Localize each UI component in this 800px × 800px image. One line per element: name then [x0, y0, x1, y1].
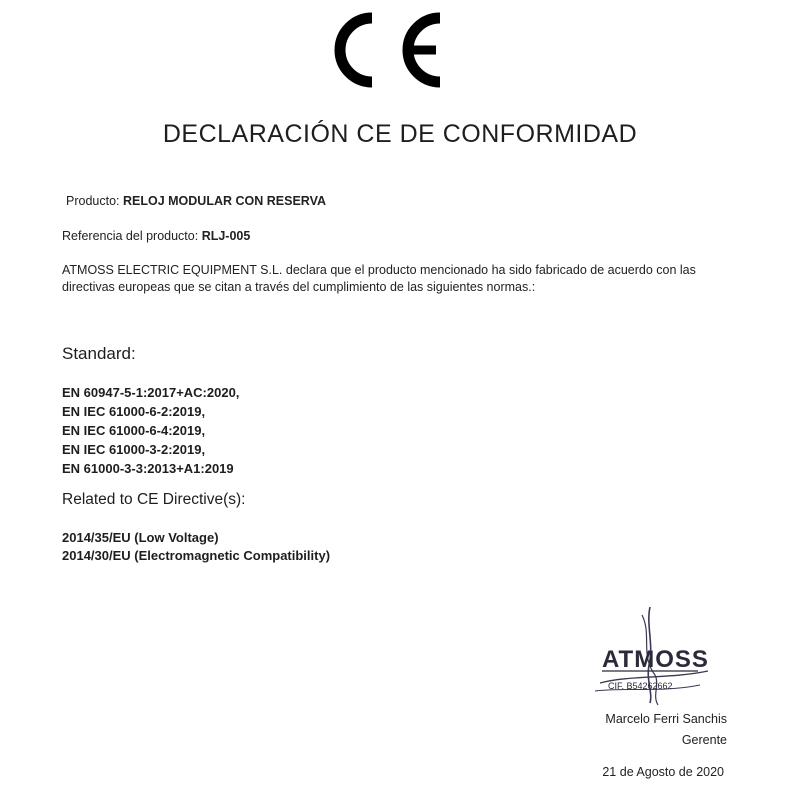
standard-item: EN IEC 61000-6-4:2019, — [62, 423, 206, 438]
directive-item: 2014/30/EU (Electromagnetic Compatibility) — [62, 548, 331, 563]
ce-mark-logo — [328, 10, 448, 90]
product-field — [66, 194, 326, 208]
signatory-name: Marcelo Ferri Sanchis — [605, 712, 727, 726]
stamp-cif-text: CIF. B54262662 — [608, 681, 673, 691]
company-stamp-signature — [580, 605, 730, 710]
standard-item: EN IEC 61000-3-2:2019, — [62, 442, 206, 457]
document-date: 21 de Agosto de 2020 — [602, 765, 724, 779]
reference-value: RLJ-005 — [201, 229, 251, 243]
intro-line: directivas europeas que se citan a través del cumplimiento de las siguientes normas.: — [62, 280, 536, 294]
declaration-intro — [62, 262, 742, 296]
standards-list — [62, 383, 239, 478]
standard-item: EN IEC 61000-6-2:2019, — [62, 404, 206, 419]
standards-heading: Standard: — [62, 344, 136, 363]
product-label: Producto: — [66, 194, 120, 208]
signatory-block — [605, 709, 727, 751]
document-title: DECLARACIÓN CE DE CONFORMIDAD — [162, 120, 638, 148]
reference-field — [62, 229, 250, 243]
standard-item: EN 60947-5-1:2017+AC:2020, — [62, 385, 240, 400]
intro-line: ATMOSS ELECTRIC EQUIPMENT S.L. declara que el producto mencionado ha sido fabricado de acuerdo con las — [62, 263, 696, 277]
directive-item: 2014/35/EU (Low Voltage) — [62, 530, 219, 545]
product-value: RELOJ MODULAR CON RESERVA — [123, 194, 327, 208]
standard-item: EN 61000-3-3:2013+A1:2019 — [62, 461, 234, 476]
reference-label: Referencia del producto: — [62, 229, 199, 243]
signatory-role: Gerente — [681, 733, 727, 747]
stamp-company-text: ATMOSS — [602, 646, 709, 673]
directives-list — [62, 529, 330, 565]
directives-heading: Related to CE Directive(s): — [62, 491, 246, 508]
